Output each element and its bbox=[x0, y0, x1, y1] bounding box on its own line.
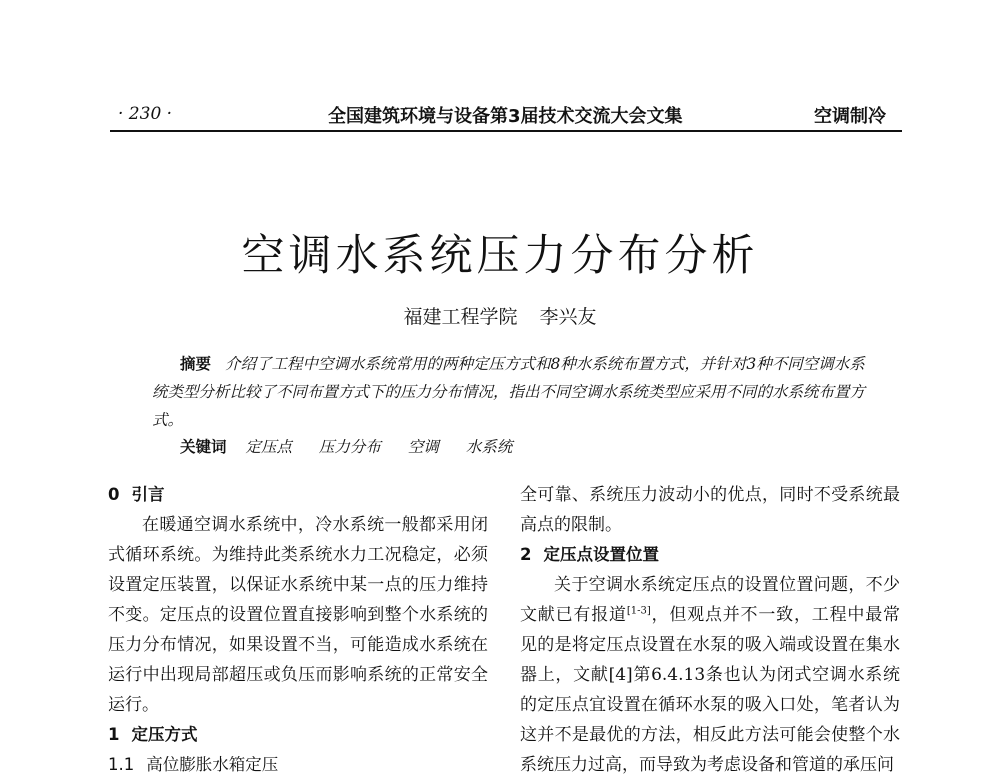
keyword: 水系统 bbox=[465, 438, 513, 456]
paper-title: 空调水系统压力分布分析 bbox=[241, 231, 759, 281]
left-column bbox=[108, 480, 488, 780]
author-name: 李兴友 bbox=[539, 306, 597, 328]
section-name: 空调制冷 bbox=[814, 106, 886, 127]
journal-title: 全国建筑环境与设备第3届技术交流大会文集 bbox=[328, 106, 683, 127]
heading-title: 高位膨胀水箱定压 bbox=[146, 755, 279, 774]
right-column bbox=[520, 480, 900, 780]
page-number: · 230 · bbox=[118, 104, 173, 124]
heading-title: 定压点设置位置 bbox=[543, 545, 659, 564]
subsection-heading bbox=[108, 750, 488, 780]
author-line bbox=[0, 302, 1000, 329]
heading-number: 1.1 bbox=[108, 755, 135, 774]
running-header bbox=[110, 98, 902, 132]
intro-paragraph: 在暖通空调水系统中，冷水系统一般都采用闭式循环系统。为维持此类系统水力工况稳定，必须设置定压装置，以保证水系统中某一点的压力维持不变。定压点的设置位置直接影响到整个水系统的压力分布情况，如果设置不当，可能造成水系统在运行中出现局部超压或负压而影响系统的正常安全运行。 bbox=[108, 515, 488, 715]
heading-number: 2 bbox=[520, 545, 532, 564]
heading-number: 1 bbox=[108, 725, 120, 744]
keywords bbox=[180, 435, 512, 457]
section-heading bbox=[520, 540, 900, 570]
citation-ref[interactable]: [1-3] bbox=[626, 605, 651, 617]
affiliation: 福建工程学院 bbox=[403, 306, 518, 328]
keywords-label: 关键词 bbox=[180, 438, 227, 456]
abstract-label: 摘要 bbox=[180, 355, 212, 373]
abstract-text: 介绍了工程中空调水系统常用的两种定压方式和8种水系统布置方式，并针对3种不同空调水系统类型分析比较了不同布置方式下的压力分布情况，指出不同空调水系统类型应采用不同的水系统布置方式。 bbox=[152, 355, 866, 429]
heading-title: 引言 bbox=[131, 485, 165, 504]
section-heading bbox=[108, 480, 488, 510]
abstract bbox=[152, 350, 870, 434]
continued-paragraph: 全可靠、系统压力波动小的优点，同时不受系统最高点的限制。 bbox=[520, 485, 900, 535]
keyword: 定压点 bbox=[245, 438, 292, 456]
section-heading bbox=[108, 720, 488, 750]
heading-number: 0 bbox=[108, 485, 120, 504]
body-paragraph bbox=[520, 570, 900, 780]
paragraph-text: ，但观点并不一致，工程中最常见的是将定压点设置在水泵的吸入端或设置在集水器上，文献[4]第6.4.13条也认为闭式空调水系统的定压点宜设置在循环水泵的吸入口处，笔者认为这并不是最优的方法，相反此方法可能会使整个水系统压力过高，而导致为考虑设备和管道的承压问 bbox=[520, 605, 900, 775]
heading-title: 定压方式 bbox=[131, 725, 198, 744]
keyword: 空调 bbox=[407, 438, 439, 456]
keyword: 压力分布 bbox=[318, 438, 381, 456]
paragraph-text: 关于空调水系统定压点的设置位置问题，不少文献已有报道 bbox=[520, 575, 900, 625]
